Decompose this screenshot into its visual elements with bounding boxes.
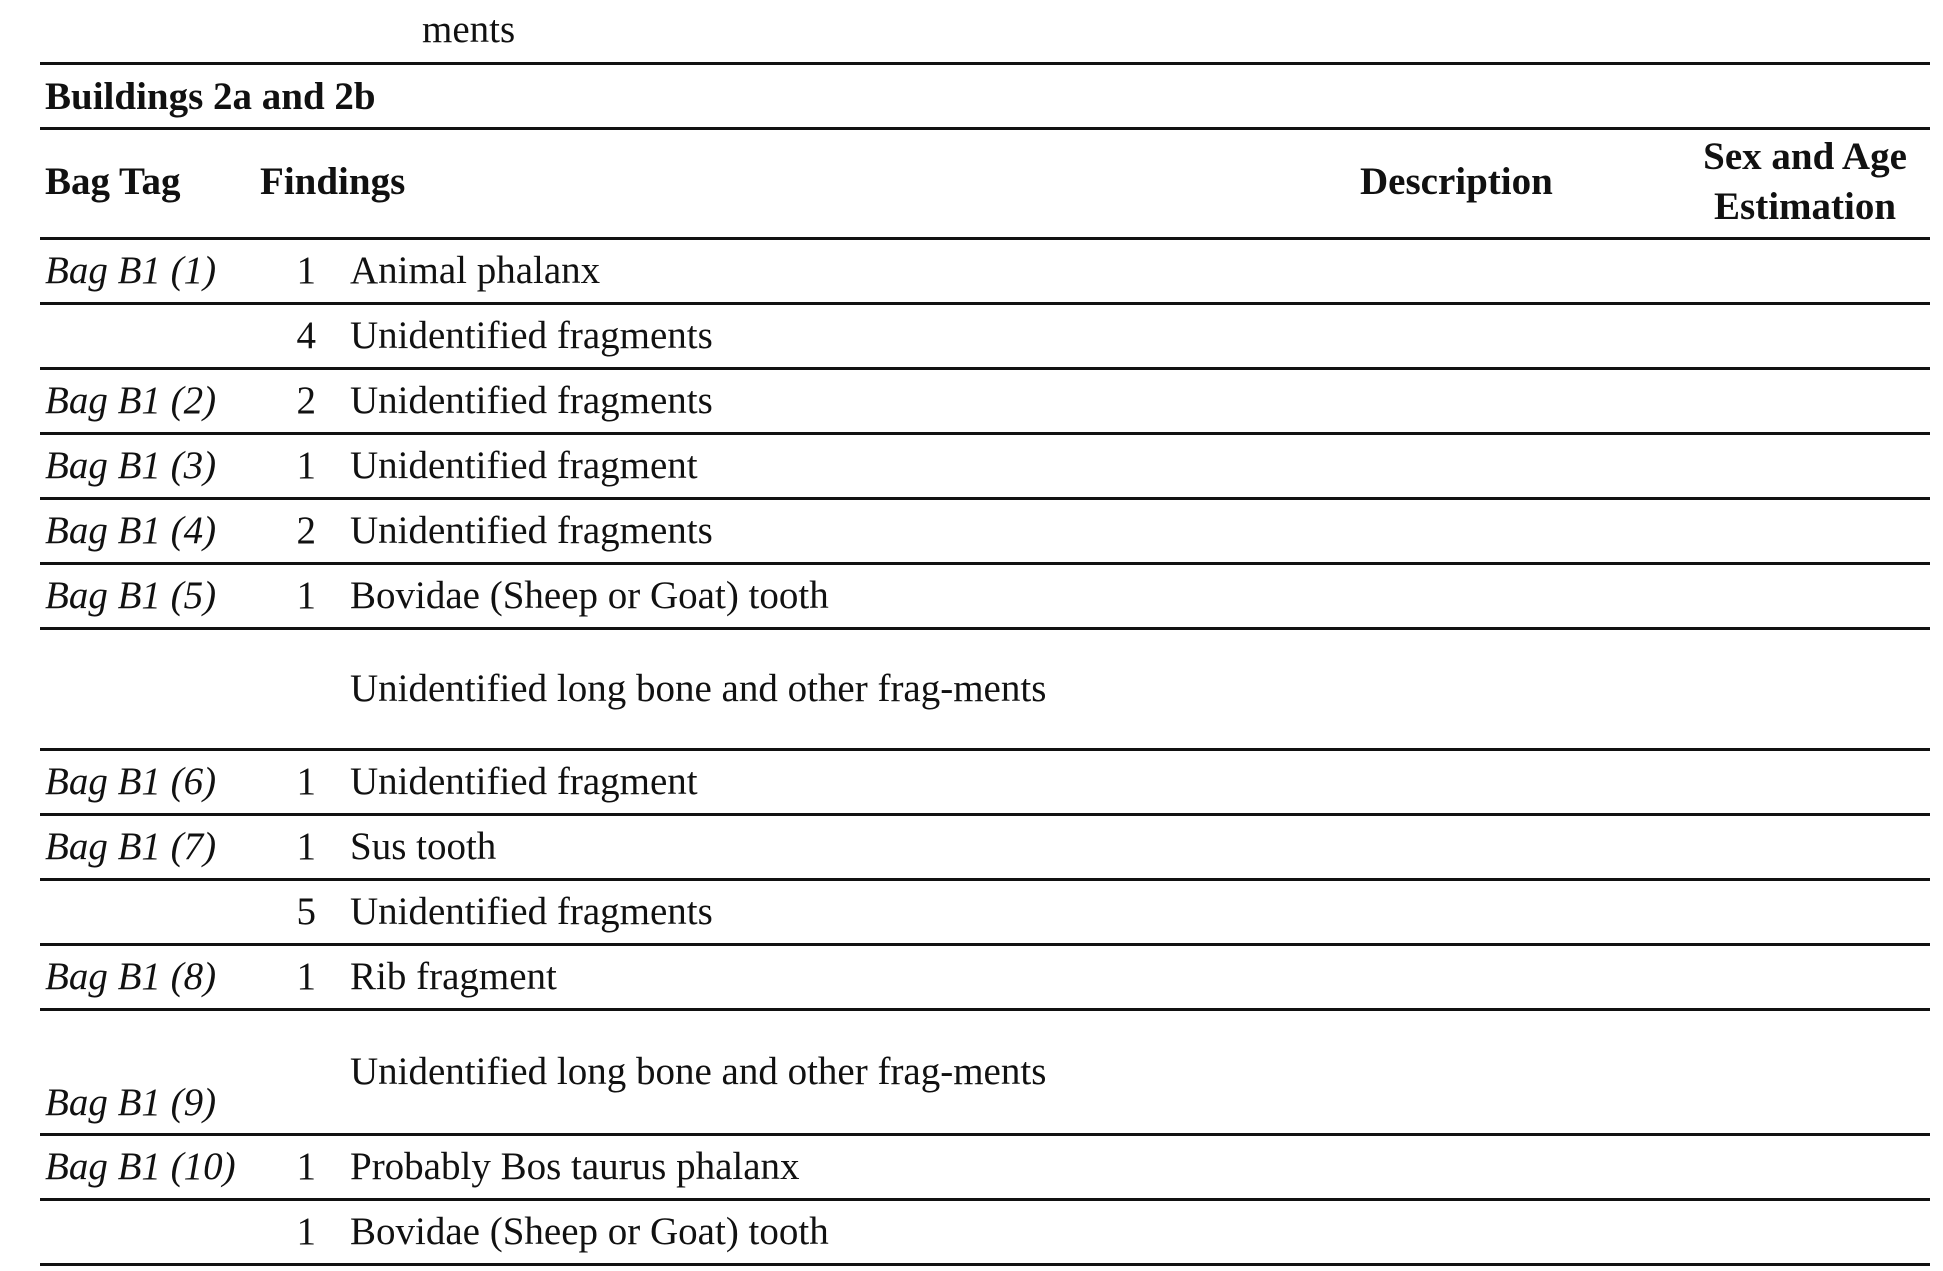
description-cell <box>1240 564 1680 629</box>
header-sex-age <box>1680 129 1930 239</box>
sex-age-cell <box>1680 1135 1930 1200</box>
table-row <box>40 434 1930 499</box>
sex-age-cell <box>1680 815 1930 880</box>
count-cell <box>260 1010 350 1135</box>
finding-description-cell: Unidentified fragments <box>350 509 713 552</box>
bag-tag-cell: Bag B1 (7) <box>45 825 217 868</box>
table-row <box>40 1010 1930 1135</box>
sex-age-cell <box>1680 564 1930 629</box>
description-cell <box>1240 239 1680 304</box>
continued-text-fragment: ments <box>422 8 516 51</box>
description-cell <box>1240 1135 1680 1200</box>
bag-tag-cell: Bag B1 (9) <box>45 1081 217 1124</box>
table-row <box>40 304 1930 369</box>
bag-tag-cell: Bag B1 (8) <box>45 955 217 998</box>
header-findings: Findings <box>260 159 406 203</box>
count-cell: 2 <box>296 379 316 422</box>
table-row <box>40 564 1930 629</box>
count-cell: 2 <box>296 509 316 552</box>
sex-age-cell <box>1680 1010 1930 1135</box>
bag-tag-cell: Bag B1 (10) <box>45 1145 236 1188</box>
sex-age-cell <box>1680 434 1930 499</box>
findings-table <box>40 62 1930 1266</box>
sex-age-cell <box>1680 499 1930 564</box>
bag-tag-cell <box>40 304 260 369</box>
bag-tag-cell: Bag B1 (5) <box>45 574 217 617</box>
bag-tag-cell: Bag B1 (1) <box>45 249 217 292</box>
count-cell: 1 <box>296 955 316 998</box>
count-cell: 4 <box>296 314 316 357</box>
section-title: Buildings 2a and 2b <box>45 74 376 118</box>
sex-age-cell <box>1680 1200 1930 1265</box>
description-cell <box>1240 945 1680 1010</box>
table-row <box>40 880 1930 945</box>
description-cell <box>1240 1010 1680 1135</box>
sex-age-cell <box>1680 880 1930 945</box>
sex-age-cell <box>1680 945 1930 1010</box>
sex-age-cell <box>1680 750 1930 815</box>
finding-description-cell: Unidentified fragment <box>350 760 698 803</box>
description-cell <box>1240 880 1680 945</box>
count-cell <box>260 629 350 750</box>
sex-age-cell <box>1680 369 1930 434</box>
bag-tag-cell: Bag B1 (4) <box>45 509 217 552</box>
bag-tag-cell: Bag B1 (6) <box>45 760 217 803</box>
description-cell <box>1240 434 1680 499</box>
finding-description-cell: Unidentified fragments <box>350 379 713 422</box>
header-row <box>40 129 1930 239</box>
header-bag-tag: Bag Tag <box>45 159 181 203</box>
table-row <box>40 369 1930 434</box>
count-cell: 1 <box>296 1210 316 1253</box>
table-row <box>40 815 1930 880</box>
finding-description-cell: Unidentified long bone and other frag-ments <box>350 1050 1047 1093</box>
table-row <box>40 1200 1930 1265</box>
finding-description-cell: Bovidae (Sheep or Goat) tooth <box>350 1210 829 1253</box>
sex-age-cell <box>1680 304 1930 369</box>
bag-tag-cell <box>40 1200 260 1265</box>
finding-description-cell: Unidentified long bone and other frag-ments <box>350 667 1047 710</box>
sex-age-cell <box>1680 239 1930 304</box>
finding-description-cell: Sus tooth <box>350 825 497 868</box>
count-cell: 1 <box>296 825 316 868</box>
finding-description-cell: Unidentified fragments <box>350 890 713 933</box>
description-cell <box>1240 815 1680 880</box>
section-row <box>40 64 1930 129</box>
sex-age-cell <box>1680 629 1930 750</box>
count-cell: 1 <box>296 249 316 292</box>
description-cell <box>1240 750 1680 815</box>
count-cell: 5 <box>296 890 316 933</box>
header-sex-age-line2: Estimation <box>1714 184 1897 228</box>
count-cell: 1 <box>296 444 316 487</box>
description-cell <box>1240 304 1680 369</box>
finding-description-cell: Probably Bos taurus phalanx <box>350 1145 800 1188</box>
table-row <box>40 1135 1930 1200</box>
finding-description-cell: Unidentified fragments <box>350 314 713 357</box>
bag-tag-cell: Bag B1 (2) <box>45 379 217 422</box>
bag-tag-cell <box>40 880 260 945</box>
count-cell: 1 <box>296 574 316 617</box>
count-cell: 1 <box>296 760 316 803</box>
table-row <box>40 629 1930 750</box>
description-cell <box>1240 1200 1680 1265</box>
table-row <box>40 945 1930 1010</box>
finding-description-cell: Rib fragment <box>350 955 557 998</box>
header-sex-age-line1: Sex and Age <box>1703 134 1907 178</box>
table-row <box>40 239 1930 304</box>
finding-description-cell: Unidentified fragment <box>350 444 698 487</box>
bag-tag-cell: Bag B1 (3) <box>45 444 217 487</box>
table-row <box>40 750 1930 815</box>
description-cell <box>1240 369 1680 434</box>
finding-description-cell: Animal phalanx <box>350 249 601 292</box>
finding-description-cell: Bovidae (Sheep or Goat) tooth <box>350 574 829 617</box>
description-cell <box>1240 629 1680 750</box>
count-cell: 1 <box>296 1145 316 1188</box>
table-row <box>40 499 1930 564</box>
bag-tag-cell <box>40 629 260 750</box>
description-cell <box>1240 499 1680 564</box>
header-description: Description <box>1360 159 1553 203</box>
